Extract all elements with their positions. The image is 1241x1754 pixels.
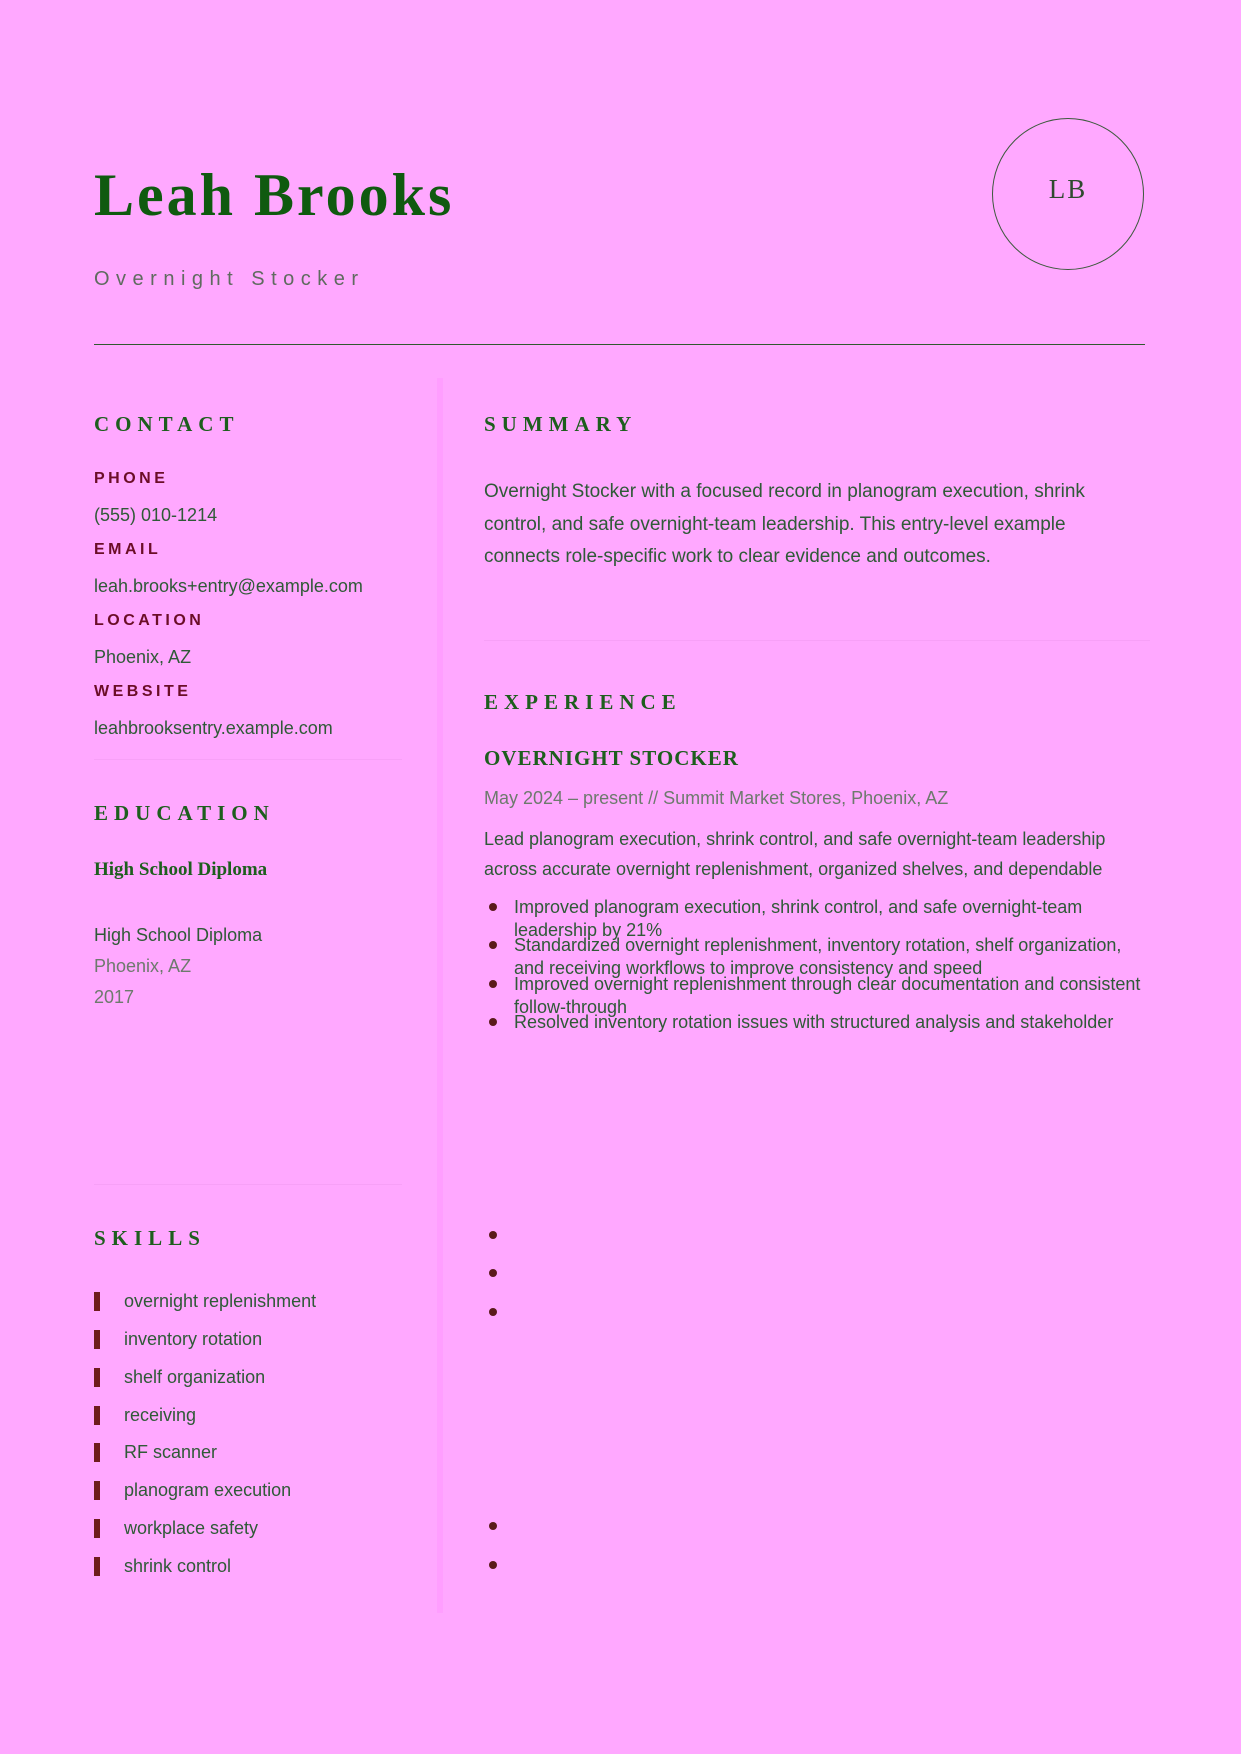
column-divider bbox=[437, 378, 443, 1613]
candidate-role: Overnight Stocker bbox=[94, 268, 365, 290]
bullet-icon bbox=[489, 980, 497, 988]
experience-bullet: Standardized overnight replenishment, inventory rotation, shelf organization, and receiving workflows to improve consistency and speed bbox=[484, 934, 1144, 964]
education-heading: EDUCATION bbox=[94, 801, 275, 825]
bullet-icon bbox=[489, 1522, 497, 1530]
bullet-icon bbox=[489, 903, 497, 911]
summary-heading: SUMMARY bbox=[484, 412, 638, 436]
summary-separator bbox=[484, 640, 1150, 641]
education-location: Phoenix, AZ bbox=[94, 956, 192, 976]
email-value: leah.brooks+entry@example.com bbox=[94, 576, 363, 596]
location-value: Phoenix, AZ bbox=[94, 647, 192, 667]
bullet-icon bbox=[489, 1231, 497, 1239]
experience-heading: EXPERIENCE bbox=[484, 690, 682, 714]
skill-bar-icon bbox=[94, 1406, 100, 1425]
phone-label: PHONE bbox=[94, 470, 169, 487]
bullet-icon bbox=[489, 1018, 497, 1026]
experience-bullet: Improved overnight replenishment through clear documentation and consistent follow-through bbox=[484, 973, 1144, 1003]
experience-bullet: Improved planogram execution, shrink control, and safe overnight-team leadership by 21% bbox=[484, 896, 1144, 926]
location-label: LOCATION bbox=[94, 612, 205, 629]
summary-text: Overnight Stocker with a focused record in planogram execution, shrink control, and safe overnight-team leadership. This entry-level example connects role-specific work to clear evidence and outcomes. bbox=[484, 481, 1085, 567]
education-separator bbox=[94, 1184, 402, 1185]
job-meta: May 2024 – present // Summit Market Stores, Phoenix, AZ bbox=[484, 788, 949, 808]
skill-bar-icon bbox=[94, 1330, 100, 1349]
email-label: EMAIL bbox=[94, 541, 162, 558]
bullet-icon bbox=[489, 1561, 497, 1569]
skill-bar-icon bbox=[94, 1368, 100, 1387]
header-divider bbox=[94, 344, 1145, 345]
website-label: WEBSITE bbox=[94, 683, 192, 700]
skill-bar-icon bbox=[94, 1443, 100, 1462]
education-degree-heading: High School Diploma bbox=[94, 859, 268, 880]
monogram-badge: LB bbox=[992, 118, 1144, 270]
education-year: 2017 bbox=[94, 987, 135, 1007]
job-title: OVERNIGHT STOCKER bbox=[484, 746, 739, 770]
skill-bar-icon bbox=[94, 1519, 100, 1538]
experience-bullet: Resolved inventory rotation issues with structured analysis and stakeholder bbox=[484, 1011, 1144, 1041]
website-value: leahbrooksentry.example.com bbox=[94, 718, 333, 738]
skill-bar-icon bbox=[94, 1481, 100, 1500]
phone-value: (555) 010-1214 bbox=[94, 505, 218, 525]
bullet-icon bbox=[489, 1269, 497, 1277]
skills-heading: SKILLS bbox=[94, 1226, 206, 1250]
contact-heading: CONTACT bbox=[94, 412, 240, 436]
skill-bar-icon bbox=[94, 1557, 100, 1576]
education-degree: High School Diploma bbox=[94, 925, 263, 945]
skill-bar-icon bbox=[94, 1292, 100, 1311]
candidate-name: Leah Brooks bbox=[94, 162, 455, 228]
bullet-icon bbox=[489, 1308, 497, 1316]
job-description: Lead planogram execution, shrink control, and safe overnight-team leadership across accurate overnight replenishment, organized shelves, and dependable bbox=[484, 829, 1106, 879]
contact-separator bbox=[94, 759, 402, 760]
bullet-icon bbox=[489, 941, 497, 949]
